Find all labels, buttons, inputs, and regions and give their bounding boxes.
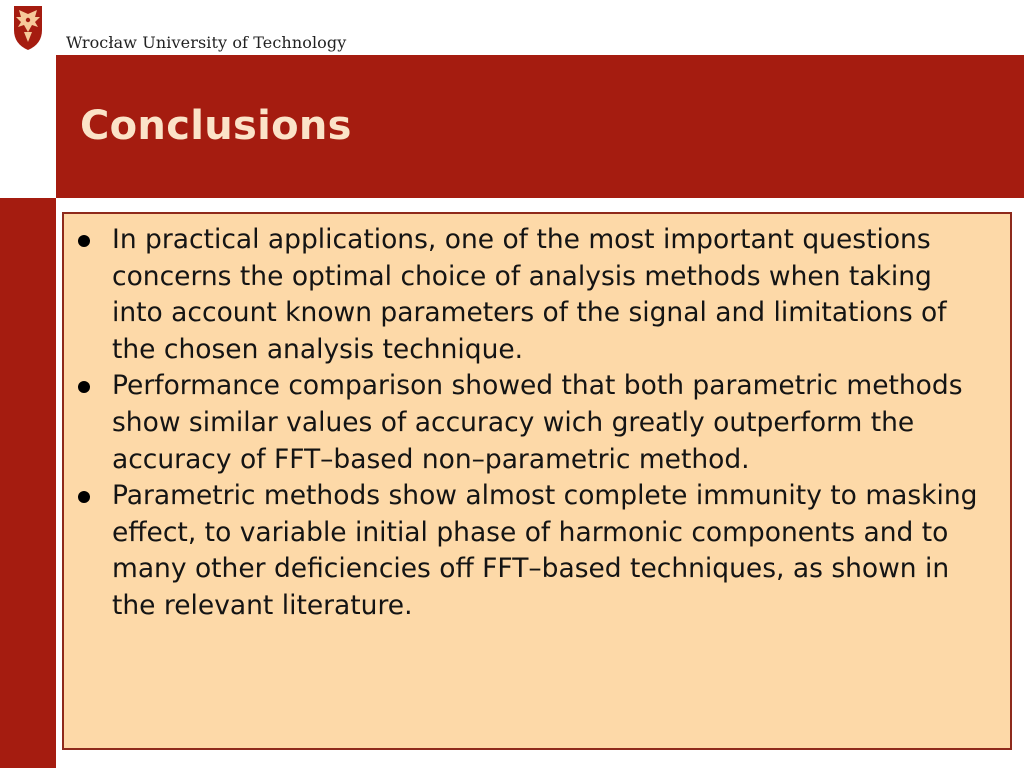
bullet-item: [112, 478, 980, 624]
decorative-side-strip: [0, 198, 56, 768]
university-name: Wrocław University of Technology: [66, 33, 347, 52]
bullet-item: [112, 368, 980, 478]
bullet-text: Performance comparison showed that both parametric methods show similar values of accuracy wich greatly outperform the accuracy of FFT–based non–parametric method.: [112, 370, 963, 475]
university-eagle-crest-icon: [0, 0, 56, 55]
title-banner: [56, 55, 1024, 198]
university-logo: [0, 0, 56, 55]
bullet-dot: [78, 235, 90, 247]
bullet-list: [64, 214, 1010, 625]
bullet-item: [112, 222, 980, 368]
bullet-dot: [78, 381, 90, 393]
bullet-dot: [78, 491, 90, 503]
bullet-text: In practical applications, one of the most important questions concerns the optimal choice of analysis methods when taking into account known parameters of the signal and limitations of the chosen analysis technique.: [112, 224, 947, 365]
content-box: [62, 212, 1012, 750]
bullet-text: Parametric methods show almost complete immunity to masking effect, to variable initial phase of harmonic components and to many other deficiencies off FFT–based techniques, as shown in the relevant literature.: [112, 480, 978, 621]
slide-title: Conclusions: [80, 103, 352, 149]
